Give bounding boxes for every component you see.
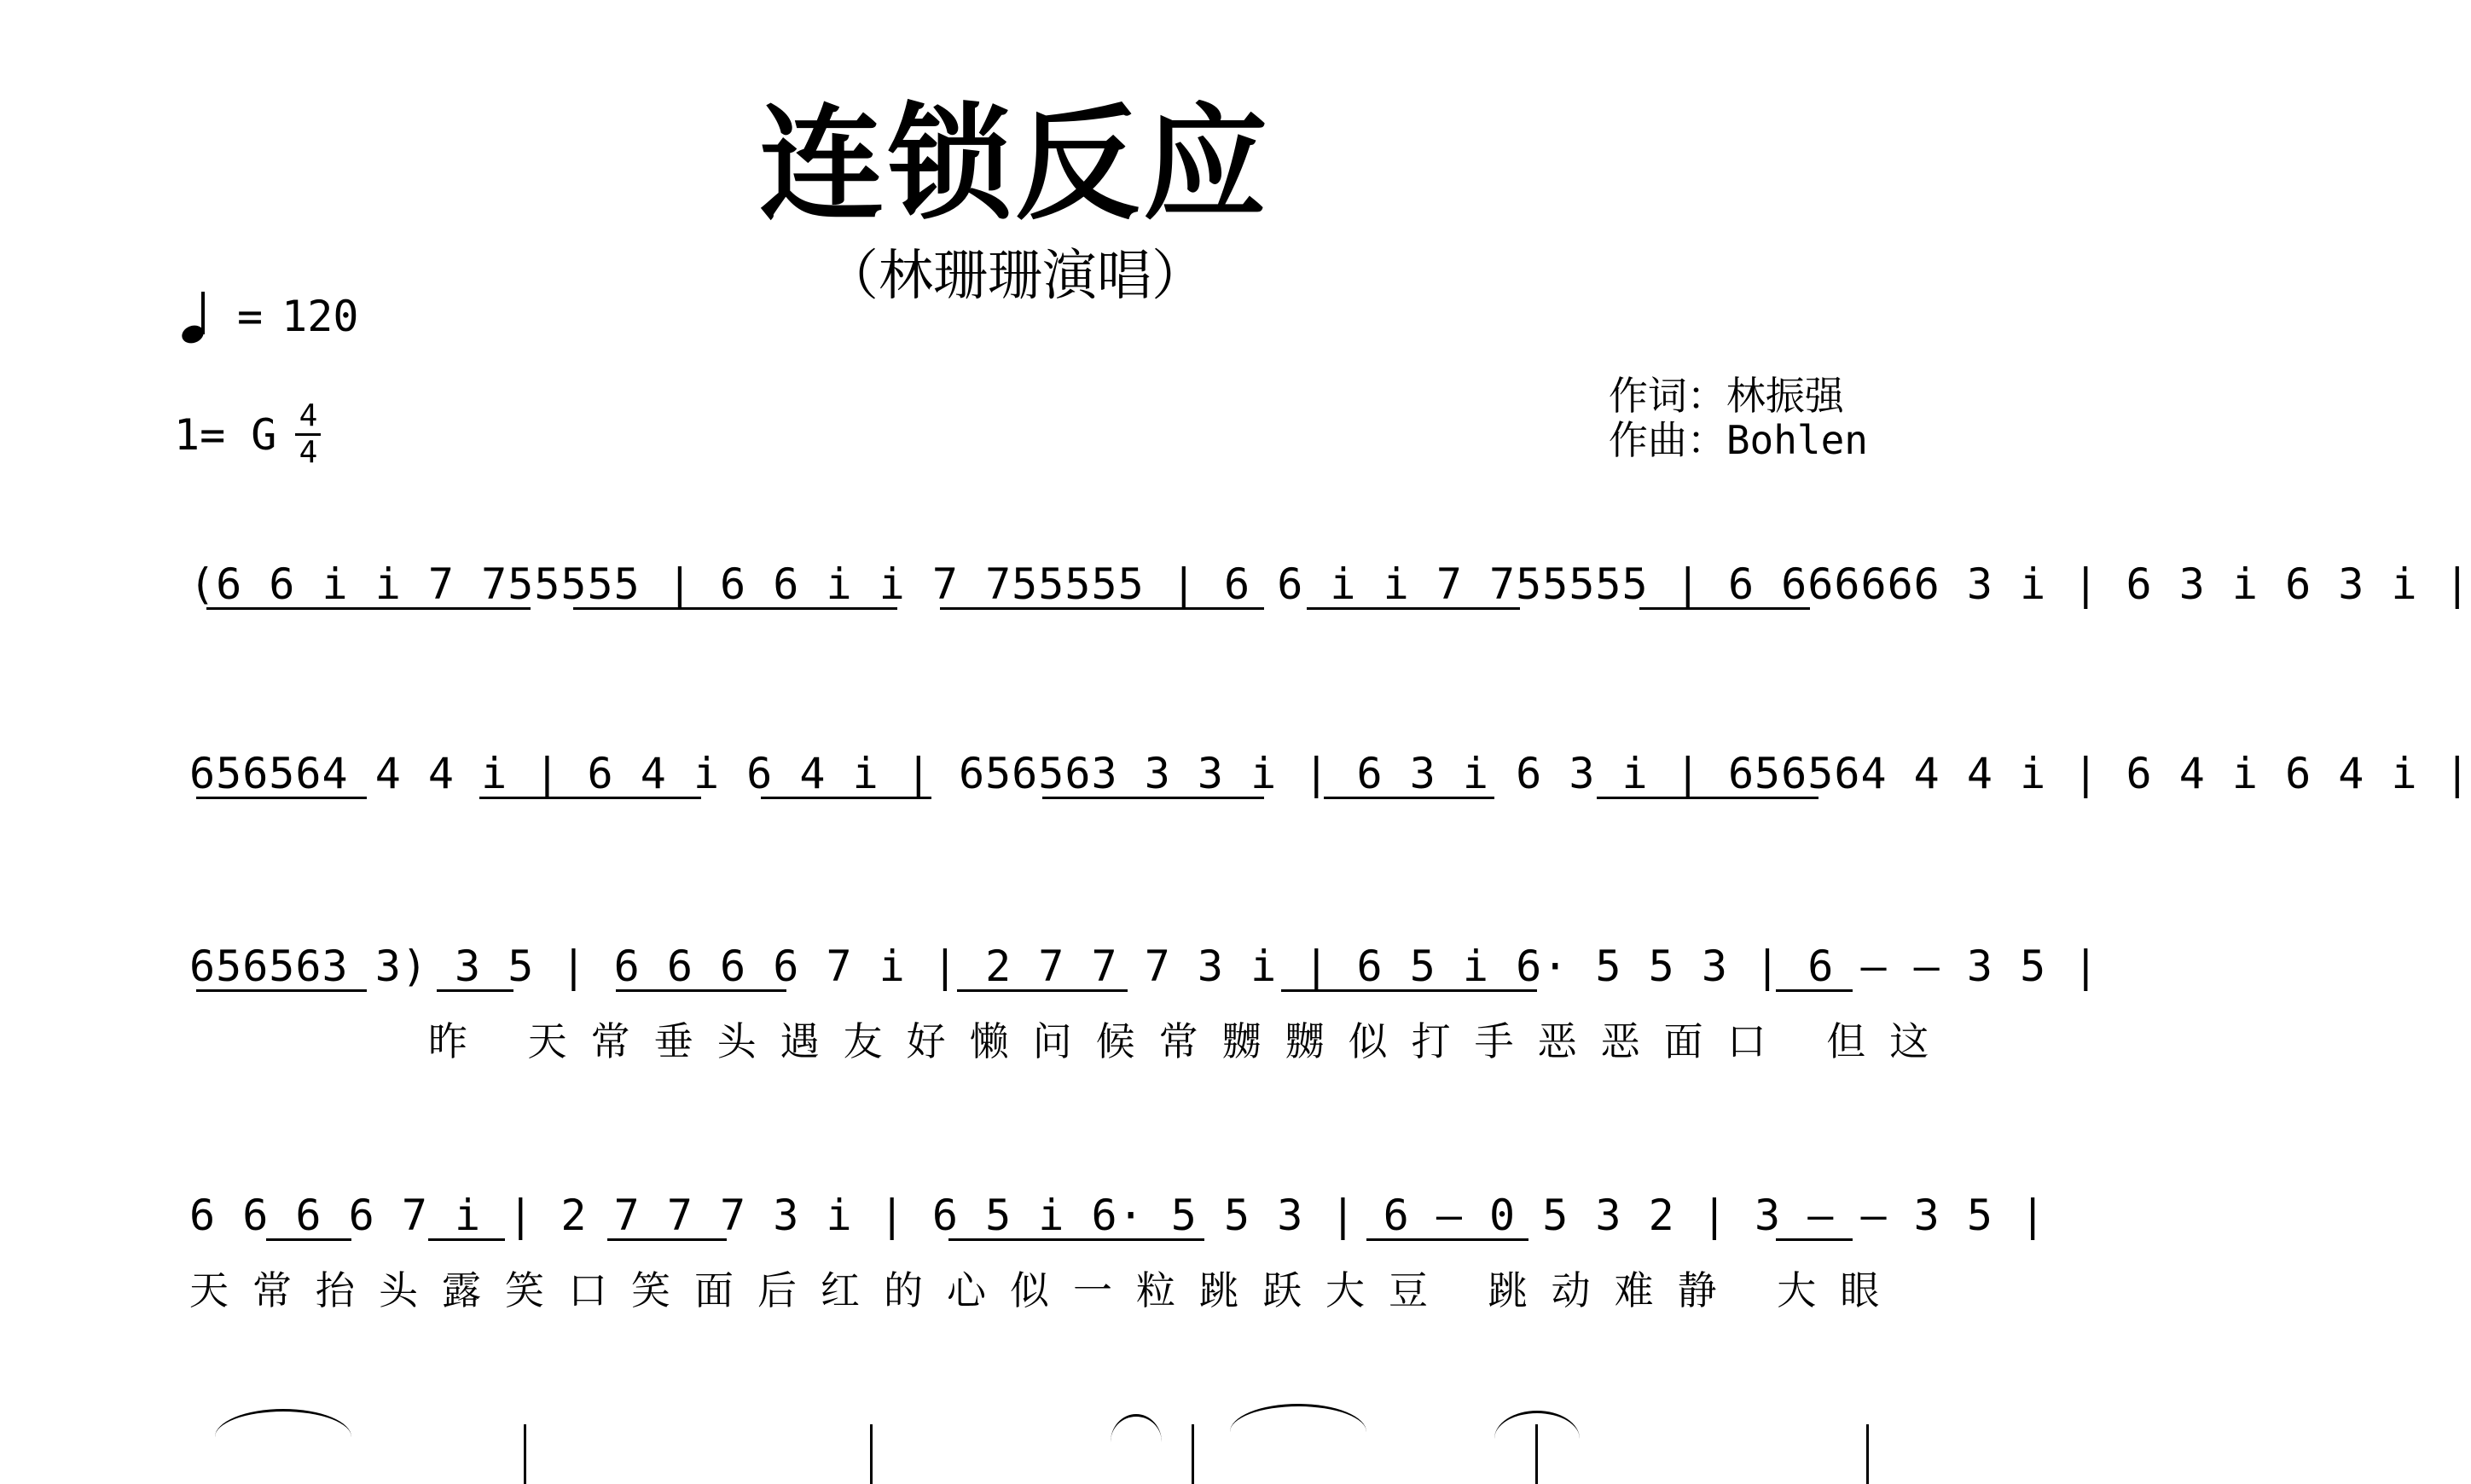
song-subtitle: （林珊珊演唱） <box>824 245 1206 308</box>
slur-arc <box>1230 1404 1366 1432</box>
notation-line: (6 6 i i 7 755555 | 6 6 i i 7 755555 | 6 6 i i 7 755555 | 6 666666 3 i | 6 3 i 6 3 i | <box>189 559 2471 609</box>
bar-line <box>1192 1424 1194 1484</box>
composer-label: 作曲： <box>1608 417 1726 463</box>
bar-line <box>1866 1424 1869 1484</box>
notation-line: 656564 4 4 i | 6 4 i 6 4 i | 656563 3 3 i | 6 3 i 6 3 i | 656564 4 4 i | 6 4 i 6 4 i | <box>189 749 2471 798</box>
notation-line: 6 6 6 6 7 i | 2 7 7 7 3 i | 6 5 i 6· 5 5 3 | 6 — 0 5 3 2 | 3 — — 3 5 | <box>189 1191 2047 1240</box>
lyricist-name: 林振强 <box>1726 373 1844 419</box>
score-row-2 <box>189 749 2471 803</box>
time-signature <box>295 398 321 470</box>
slur-arc <box>1111 1414 1162 1442</box>
song-title: 连锁反应 <box>759 92 1271 237</box>
tempo-marking <box>181 288 358 345</box>
lyrics-line: 天常抬头露笑口笑面后红的心似一粒跳跃大豆 跳动难静 大眼 <box>189 1267 1904 1313</box>
credits <box>1609 374 1868 462</box>
slur-arc <box>1494 1411 1580 1439</box>
composer-name: Bohlen <box>1726 417 1868 463</box>
tempo-equals: = <box>237 292 264 341</box>
quarter-note-icon <box>181 288 210 345</box>
composer-line <box>1609 418 1868 462</box>
lyricist-label: 作词： <box>1608 373 1726 419</box>
time-signature-top: 4 <box>299 398 318 433</box>
bar-line <box>524 1424 526 1484</box>
bar-line <box>870 1424 873 1484</box>
time-signature-bottom: 4 <box>299 435 318 470</box>
key-signature <box>174 398 321 470</box>
key-label: 1= G <box>174 409 277 460</box>
lyrics-line: 昨 天常垂头遇友好懒问候常嬲嬲似打手恶恶面口 但这 <box>428 1018 1953 1064</box>
slur-arc <box>215 1409 351 1437</box>
score-row-1 <box>189 559 2471 614</box>
lyricist-line <box>1609 374 1868 418</box>
score-row-3 <box>189 942 2100 1064</box>
notation-line: 656563 3) 3 5 | 6 6 6 6 7 i | 2 7 7 7 3 i | 6 5 i 6· 5 5 3 | 6 — — 3 5 | <box>189 942 2100 991</box>
partial-score-row <box>189 1399 1868 1435</box>
tempo-bpm: 120 <box>281 292 359 341</box>
score-row-4 <box>189 1191 2047 1313</box>
